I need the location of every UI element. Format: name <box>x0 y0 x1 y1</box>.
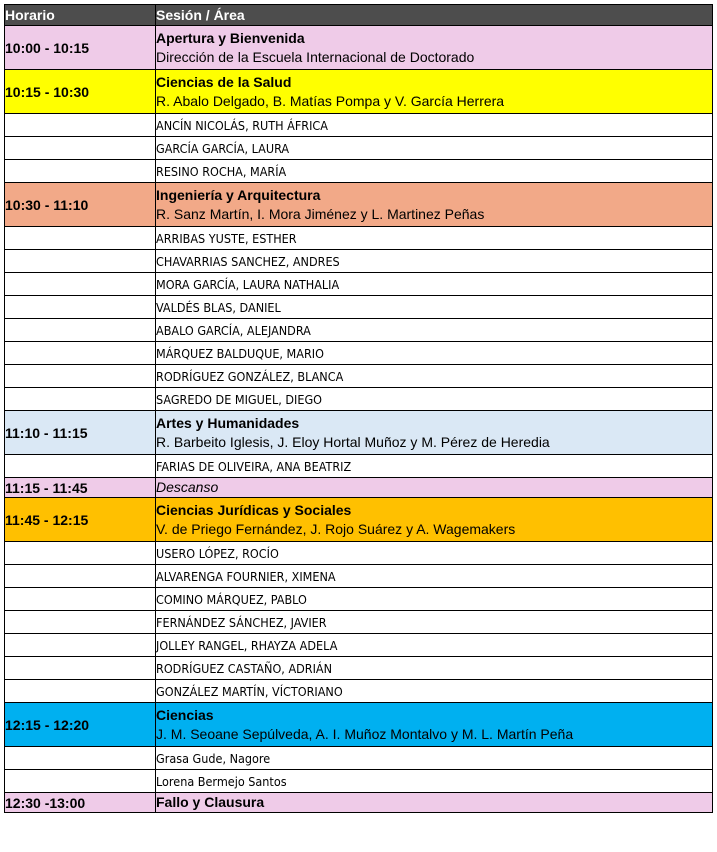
presenter-time-empty <box>5 747 156 770</box>
presenter-name: Grasa Gude, Nagore <box>156 747 713 770</box>
presenter-name: CHAVARRIAS SANCHEZ, ANDRES <box>156 250 713 273</box>
presenter-row <box>5 680 713 703</box>
session-time: 12:30 -13:00 <box>5 793 156 813</box>
presenter-row <box>5 296 713 319</box>
presenter-name: MORA GARCÍA, LAURA NATHALIA <box>156 273 713 296</box>
presenter-name: ARRIBAS YUSTE, ESTHER <box>156 227 713 250</box>
session-cell <box>156 26 713 70</box>
presenter-time-empty <box>5 634 156 657</box>
session-cell <box>156 703 713 747</box>
presenter-name: GARCÍA GARCÍA, LAURA <box>156 137 713 160</box>
presenter-time-empty <box>5 657 156 680</box>
presenter-row <box>5 455 713 478</box>
presenter-name: RESINO ROCHA, MARÍA <box>156 160 713 183</box>
session-chairs: R. Sanz Martín, I. Mora Jiménez y L. Martinez Peñas <box>156 205 485 222</box>
session-time: 12:15 - 12:20 <box>5 703 156 747</box>
session-row <box>5 703 713 747</box>
session-time: 11:10 - 11:15 <box>5 411 156 455</box>
presenter-row <box>5 388 713 411</box>
presenter-time-empty <box>5 455 156 478</box>
session-row <box>5 26 713 70</box>
session-row <box>5 793 713 813</box>
presenter-time-empty <box>5 137 156 160</box>
presenter-name: JOLLEY RANGEL, RHAYZA ADELA <box>156 634 713 657</box>
presenter-name: COMINO MÁRQUEZ, PABLO <box>156 588 713 611</box>
presenter-time-empty <box>5 296 156 319</box>
presenter-row <box>5 634 713 657</box>
session-title: Ciencias de la Salud <box>156 73 292 90</box>
session-cell <box>156 793 713 813</box>
session-title: Ciencias Jurídicas y Sociales <box>156 501 352 518</box>
session-title: Fallo y Clausura <box>156 794 265 810</box>
presenter-time-empty <box>5 227 156 250</box>
session-row <box>5 498 713 542</box>
schedule-table <box>4 4 713 813</box>
presenter-row <box>5 160 713 183</box>
session-cell <box>156 498 713 542</box>
presenter-row <box>5 227 713 250</box>
session-title: Ingeniería y Arquitectura <box>156 186 321 203</box>
presenter-time-empty <box>5 680 156 703</box>
session-chairs: J. M. Seoane Sepúlveda, A. I. Muñoz Montalvo y M. L. Martín Peña <box>156 725 574 742</box>
presenter-row <box>5 770 713 793</box>
presenter-row <box>5 137 713 160</box>
presenter-time-empty <box>5 114 156 137</box>
header-time: Horario <box>5 5 156 26</box>
presenter-row <box>5 611 713 634</box>
session-title: Artes y Humanidades <box>156 414 300 431</box>
presenter-name: VALDÉS BLAS, DANIEL <box>156 296 713 319</box>
presenter-name: ANCÍN NICOLÁS, RUTH ÁFRICA <box>156 114 713 137</box>
presenter-name: SAGREDO DE MIGUEL, DIEGO <box>156 388 713 411</box>
session-cell <box>156 183 713 227</box>
presenter-name: MÁRQUEZ BALDUQUE, MARIO <box>156 342 713 365</box>
presenter-row <box>5 542 713 565</box>
presenter-time-empty <box>5 565 156 588</box>
session-time: 11:45 - 12:15 <box>5 498 156 542</box>
session-time: 10:00 - 10:15 <box>5 26 156 70</box>
presenter-row <box>5 365 713 388</box>
session-chairs: R. Barbeito Iglesis, J. Eloy Hortal Muñoz y M. Pérez de Heredia <box>156 433 550 450</box>
session-chairs: R. Abalo Delgado, B. Matías Pompa y V. García Herrera <box>156 92 505 109</box>
presenter-time-empty <box>5 319 156 342</box>
presenter-time-empty <box>5 273 156 296</box>
presenter-row <box>5 342 713 365</box>
presenter-row <box>5 588 713 611</box>
presenter-time-empty <box>5 342 156 365</box>
presenter-row <box>5 114 713 137</box>
presenter-name: FARIAS DE OLIVEIRA, ANA BEATRIZ <box>156 455 713 478</box>
presenter-time-empty <box>5 588 156 611</box>
presenter-row <box>5 319 713 342</box>
header-session: Sesión / Área <box>156 5 713 26</box>
presenter-time-empty <box>5 611 156 634</box>
session-chairs: V. de Priego Fernández, J. Rojo Suárez y A. Wagemakers <box>156 520 516 537</box>
presenter-name: GONZÁLEZ MARTÍN, VÍCTORIANO <box>156 680 713 703</box>
presenter-time-empty <box>5 388 156 411</box>
session-cell <box>156 70 713 114</box>
presenter-name: ALVARENGA FOURNIER, XIMENA <box>156 565 713 588</box>
presenter-time-empty <box>5 365 156 388</box>
presenter-row <box>5 657 713 680</box>
session-chairs: Dirección de la Escuela Internacional de Doctorado <box>156 48 475 65</box>
header-row <box>5 5 713 26</box>
session-row <box>5 478 713 498</box>
session-time: 10:30 - 11:10 <box>5 183 156 227</box>
presenter-time-empty <box>5 770 156 793</box>
schedule-body <box>5 26 713 813</box>
session-time: 11:15 - 11:45 <box>5 478 156 498</box>
session-row <box>5 411 713 455</box>
session-row <box>5 183 713 227</box>
presenter-row <box>5 273 713 296</box>
presenter-time-empty <box>5 250 156 273</box>
session-time: 10:15 - 10:30 <box>5 70 156 114</box>
presenter-name: ABALO GARCÍA, ALEJANDRA <box>156 319 713 342</box>
presenter-name: RODRÍGUEZ CASTAÑO, ADRIÁN <box>156 657 713 680</box>
session-row <box>5 70 713 114</box>
presenter-time-empty <box>5 160 156 183</box>
session-title: Ciencias <box>156 706 214 723</box>
session-title: Apertura y Bienvenida <box>156 29 305 46</box>
presenter-time-empty <box>5 542 156 565</box>
session-cell <box>156 411 713 455</box>
presenter-name: Lorena Bermejo Santos <box>156 770 713 793</box>
presenter-row <box>5 565 713 588</box>
session-cell <box>156 478 713 498</box>
presenter-name: USERO LÓPEZ, ROCÍO <box>156 542 713 565</box>
session-note: Descanso <box>156 479 219 495</box>
presenter-name: RODRÍGUEZ GONZÁLEZ, BLANCA <box>156 365 713 388</box>
presenter-row <box>5 747 713 770</box>
presenter-row <box>5 250 713 273</box>
presenter-name: FERNÁNDEZ SÁNCHEZ, JAVIER <box>156 611 713 634</box>
